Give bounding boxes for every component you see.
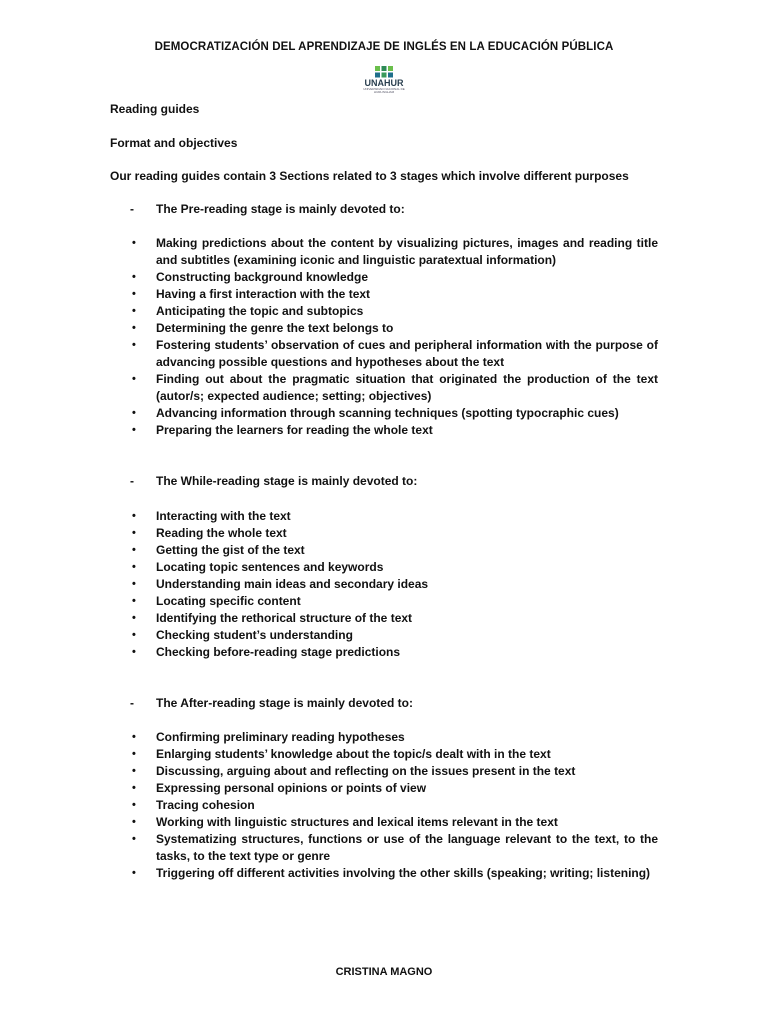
- list-item-text: Finding out about the pragmatic situation that originated the production of the text (autor/s; expected audience; setting; objectives): [156, 372, 658, 403]
- list-item-text: Triggering off different activities involving the other skills (speaking; writing; listening): [156, 866, 651, 880]
- list-item-text: Preparing the learners for reading the whole text: [156, 423, 433, 437]
- bullet-marker: •: [132, 833, 136, 845]
- bullet-marker: •: [132, 271, 136, 283]
- list-item: [110, 405, 658, 422]
- list-item: [110, 610, 658, 627]
- while-reading-list: [110, 508, 658, 661]
- list-item: [110, 797, 658, 814]
- bullet-marker: •: [132, 629, 136, 641]
- list-item-text: Locating specific content: [156, 594, 301, 608]
- list-item: [110, 576, 658, 593]
- stage-heading-after-reading: [110, 695, 658, 712]
- stage-heading-text: The While-reading stage is mainly devoted to:: [156, 474, 418, 488]
- list-item-text: Determining the genre the text belongs to: [156, 321, 394, 335]
- list-item-text: Fostering students’ observation of cues and peripheral information with the purpose of advancing possible questions and hypotheses about the text: [156, 338, 658, 369]
- intro-paragraph: Our reading guides contain 3 Sections related to 3 stages which involve different purposes: [110, 169, 629, 183]
- list-item-text: Interacting with the text: [156, 509, 291, 523]
- list-item-text: Making predictions about the content by visualizing pictures, images and reading title and subtitles (examining iconic and linguistic paratextual information): [156, 236, 658, 267]
- bullet-marker: •: [132, 322, 136, 334]
- bullet-marker: •: [132, 237, 136, 249]
- list-item: [110, 320, 658, 337]
- bullet-marker: •: [132, 612, 136, 624]
- list-item-text: Understanding main ideas and secondary ideas: [156, 577, 429, 591]
- logo-wordmark: UNAHUR: [364, 78, 404, 88]
- dash-marker: -: [130, 202, 134, 216]
- stage-heading-text: The Pre-reading stage is mainly devoted to:: [156, 202, 405, 216]
- heading-format-objectives: Format and objectives: [110, 136, 238, 150]
- list-item-text: Reading the whole text: [156, 526, 287, 540]
- bullet-marker: •: [132, 578, 136, 590]
- bullet-marker: •: [132, 731, 136, 743]
- bullet-marker: •: [132, 816, 136, 828]
- dash-marker: -: [130, 474, 134, 488]
- list-item: [110, 269, 658, 286]
- list-item: [110, 780, 658, 797]
- heading-reading-guides: Reading guides: [110, 102, 200, 116]
- list-item-text: Checking student’s understanding: [156, 628, 353, 642]
- list-item: [110, 865, 658, 882]
- list-item: [110, 235, 658, 269]
- document-header-title: DEMOCRATIZACIÓN DEL APRENDIZAJE DE INGLÉS EN LA EDUCACIÓN PÚBLICA: [154, 41, 614, 53]
- stage-heading-while-reading: [110, 473, 658, 490]
- bullet-marker: •: [132, 424, 136, 436]
- list-item: [110, 508, 658, 525]
- bullet-marker: •: [132, 305, 136, 317]
- list-item: [110, 337, 658, 371]
- list-item-text: Getting the gist of the text: [156, 543, 305, 557]
- bullet-marker: •: [132, 373, 136, 385]
- list-item-text: Tracing cohesion: [156, 798, 255, 812]
- unahur-logo-icon: [375, 66, 393, 78]
- list-item: [110, 286, 658, 303]
- list-item: [110, 729, 658, 746]
- list-item-text: Confirming preliminary reading hypotheses: [156, 730, 405, 744]
- list-item: [110, 627, 658, 644]
- bullet-marker: •: [132, 782, 136, 794]
- list-item: [110, 763, 658, 780]
- list-item-text: Anticipating the topic and subtopics: [156, 304, 364, 318]
- bullet-marker: •: [132, 748, 136, 760]
- pre-reading-list: [110, 235, 658, 439]
- after-reading-list: [110, 729, 658, 882]
- list-item-text: Advancing information through scanning techniques (spotting typocraphic cues): [156, 406, 619, 420]
- bullet-marker: •: [132, 799, 136, 811]
- list-item-text: Systematizing structures, functions or use of the language relevant to the text, to the tasks, to the text type or genre: [156, 832, 658, 863]
- list-item: [110, 746, 658, 763]
- stage-heading-pre-reading: [110, 201, 658, 218]
- list-item: [110, 422, 658, 439]
- list-item: [110, 831, 658, 865]
- list-item: [110, 542, 658, 559]
- list-item: [110, 559, 658, 576]
- list-item-text: Locating topic sentences and keywords: [156, 560, 384, 574]
- document-body: [110, 101, 658, 882]
- stage-heading-text: The After-reading stage is mainly devoted to:: [156, 696, 413, 710]
- list-item-text: Identifying the rethorical structure of the text: [156, 611, 413, 625]
- list-item-text: Checking before-reading stage predictions: [156, 645, 401, 659]
- bullet-marker: •: [132, 561, 136, 573]
- bullet-marker: •: [132, 595, 136, 607]
- list-item-text: Having a first interaction with the text: [156, 287, 371, 301]
- bullet-marker: •: [132, 646, 136, 658]
- bullet-marker: •: [132, 544, 136, 556]
- list-item-text: Enlarging students’ knowledge about the topic/s dealt with in the text: [156, 747, 551, 761]
- bullet-marker: •: [132, 867, 136, 879]
- list-item: [110, 593, 658, 610]
- unahur-logo: [356, 66, 412, 102]
- list-item: [110, 814, 658, 831]
- list-item: [110, 644, 658, 661]
- dash-marker: -: [130, 696, 134, 710]
- bullet-marker: •: [132, 288, 136, 300]
- bullet-marker: •: [132, 510, 136, 522]
- list-item-text: Expressing personal opinions or points of view: [156, 781, 427, 795]
- list-item: [110, 371, 658, 405]
- list-item-text: Discussing, arguing about and reflecting on the issues present in the text: [156, 764, 576, 778]
- list-item: [110, 303, 658, 320]
- bullet-marker: •: [132, 765, 136, 777]
- footer-author: CRISTINA MAGNO: [335, 966, 433, 978]
- bullet-marker: •: [132, 407, 136, 419]
- logo-subtitle: UNIVERSIDAD NACIONAL DE HURLINGHAM: [363, 87, 405, 94]
- list-item: [110, 525, 658, 542]
- bullet-marker: •: [132, 527, 136, 539]
- list-item-text: Constructing background knowledge: [156, 270, 369, 284]
- list-item-text: Working with linguistic structures and lexical items relevant in the text: [156, 815, 558, 829]
- bullet-marker: •: [132, 339, 136, 351]
